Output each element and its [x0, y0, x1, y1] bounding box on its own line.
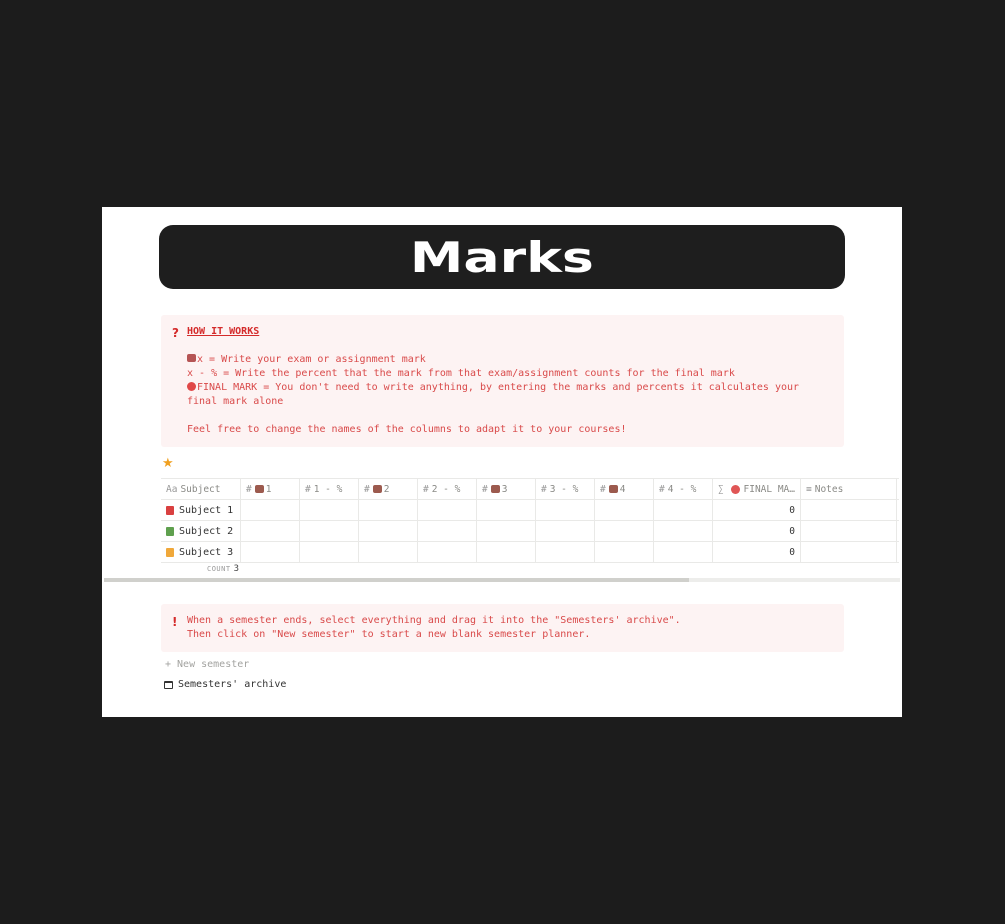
book-icon: [166, 527, 174, 536]
count-label: COUNT: [207, 565, 231, 573]
percent-2-cell[interactable]: [418, 521, 477, 541]
mark-1-cell[interactable]: [241, 521, 300, 541]
column-header-notes[interactable]: ≡ Notes: [801, 479, 897, 499]
money-bag-icon: [491, 485, 500, 493]
mark-2-cell[interactable]: [359, 500, 418, 520]
percent-3-cell[interactable]: [536, 521, 595, 541]
notes-cell[interactable]: [801, 500, 897, 520]
column-header-2-percent[interactable]: # 2 - %: [418, 479, 477, 499]
mark-3-cell[interactable]: [477, 500, 536, 520]
column-header-subject[interactable]: Aa Subject: [161, 479, 241, 499]
how-it-works-body: [187, 325, 832, 437]
percent-4-cell[interactable]: [654, 500, 713, 520]
column-header-2[interactable]: # 2: [359, 479, 418, 499]
mark-1-cell[interactable]: [241, 500, 300, 520]
archive-label: Semesters' archive: [178, 679, 287, 690]
marks-table: [161, 478, 899, 563]
semesters-archive-link[interactable]: [164, 679, 286, 690]
notion-page: [102, 207, 902, 717]
final-mark-cell: 0: [713, 521, 801, 541]
table-row[interactable]: [161, 542, 899, 563]
percent-2-cell[interactable]: [418, 542, 477, 562]
percent-2-cell[interactable]: [418, 500, 477, 520]
text-icon: Aa: [166, 483, 178, 495]
semester-line-1: When a semester ends, select everything and drag it into the "Semesters' archive".: [187, 615, 681, 626]
final-mark-cell: 0: [713, 500, 801, 520]
count-footer[interactable]: [207, 564, 240, 574]
number-icon: #: [305, 483, 311, 495]
number-icon: #: [659, 483, 665, 495]
how-line-percent: x - % = Write the percent that the mark from that exam/assignment counts for the final mark: [187, 368, 735, 379]
archive-box-icon: [164, 681, 173, 689]
subject-cell[interactable]: Subject 2: [161, 521, 241, 541]
column-header-4[interactable]: # 4: [595, 479, 654, 499]
mark-1-cell[interactable]: [241, 542, 300, 562]
money-bag-icon: [373, 485, 382, 493]
star-icon[interactable]: ★: [162, 456, 174, 471]
mark-2-cell[interactable]: [359, 521, 418, 541]
mark-3-cell[interactable]: [477, 521, 536, 541]
how-it-works-callout: [161, 315, 844, 447]
how-it-works-heading: HOW IT WORKS: [187, 326, 260, 337]
percent-1-cell[interactable]: [300, 500, 359, 520]
table-row[interactable]: [161, 500, 899, 521]
column-header-3-percent[interactable]: # 3 - %: [536, 479, 595, 499]
how-line-mark: x = Write your exam or assignment mark: [187, 353, 832, 367]
mark-3-cell[interactable]: [477, 542, 536, 562]
percent-4-cell[interactable]: [654, 542, 713, 562]
mark-2-cell[interactable]: [359, 542, 418, 562]
new-semester-button[interactable]: + New semester: [165, 659, 250, 670]
final-mark-cell: 0: [713, 542, 801, 562]
column-header-4-percent[interactable]: # 4 - %: [654, 479, 713, 499]
mark-4-cell[interactable]: [595, 521, 654, 541]
money-bag-icon: [255, 485, 264, 493]
notes-cell[interactable]: [801, 542, 897, 562]
table-row[interactable]: [161, 521, 899, 542]
title-banner: [159, 225, 845, 289]
red-circle-icon: [187, 382, 196, 391]
exclamation-icon: !: [172, 615, 178, 629]
column-header-3[interactable]: # 3: [477, 479, 536, 499]
column-header-final-mark[interactable]: ∑ FINAL MA…: [713, 479, 801, 499]
how-line-final: FINAL MARK = You don't need to write anything, by entering the marks and percents it calculates your final mark alone: [187, 382, 806, 407]
percent-1-cell[interactable]: [300, 542, 359, 562]
mark-4-cell[interactable]: [595, 542, 654, 562]
table-header-row: [161, 478, 899, 500]
number-icon: #: [482, 483, 488, 495]
number-icon: #: [246, 483, 252, 495]
book-icon: [166, 506, 174, 515]
semester-line-2: Then click on "New semester" to start a new blank semester planner.: [187, 629, 591, 640]
column-header-1-percent[interactable]: # 1 - %: [300, 479, 359, 499]
percent-3-cell[interactable]: [536, 500, 595, 520]
money-bag-icon: [187, 354, 196, 362]
percent-1-cell[interactable]: [300, 521, 359, 541]
red-circle-icon: [731, 485, 740, 494]
formula-icon: ∑: [718, 483, 724, 495]
subject-cell[interactable]: Subject 1: [161, 500, 241, 520]
count-value: 3: [233, 564, 240, 574]
percent-4-cell[interactable]: [654, 521, 713, 541]
number-icon: #: [541, 483, 547, 495]
question-icon: ?: [172, 326, 179, 340]
semester-callout: [161, 604, 844, 652]
number-icon: #: [364, 483, 370, 495]
percent-3-cell[interactable]: [536, 542, 595, 562]
mark-4-cell[interactable]: [595, 500, 654, 520]
notes-cell[interactable]: [801, 521, 897, 541]
number-icon: #: [600, 483, 606, 495]
money-bag-icon: [609, 485, 618, 493]
number-icon: #: [423, 483, 429, 495]
horizontal-scrollbar[interactable]: [104, 578, 900, 582]
subject-cell[interactable]: Subject 3: [161, 542, 241, 562]
book-icon: [166, 548, 174, 557]
column-header-1[interactable]: # 1: [241, 479, 300, 499]
semester-callout-body: [187, 614, 832, 642]
lines-icon: ≡: [806, 483, 812, 495]
scrollbar-thumb[interactable]: [104, 578, 689, 582]
page-title: Marks: [409, 232, 595, 282]
how-line-adapt: Feel free to change the names of the columns to adapt it to your courses!: [187, 424, 627, 435]
